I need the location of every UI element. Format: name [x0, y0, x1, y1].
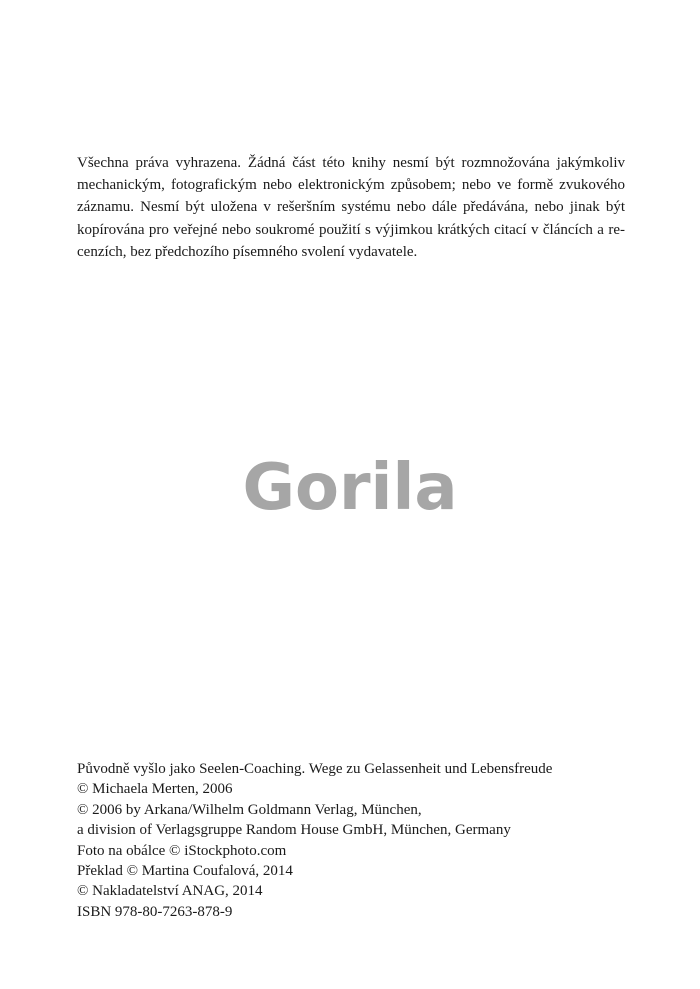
rights-line: mechanickým, fotografickým nebo elektronickým způsobem; nebo ve formě zvukového: [77, 177, 625, 194]
rights-line: záznamu. Nesmí být uložena v rešeršním systému nebo dále předávána, nebo jinak být: [77, 199, 625, 216]
imprint-copyright-anag: © Nakladatelství ANAG, 2014: [77, 883, 263, 900]
rights-line: Všechna práva vyhrazena. Žádná část této knihy nesmí být rozmnožována jakýmkoliv: [77, 155, 625, 171]
rights-line: cenzích, bez předchozího písemného svolení vydavatele.: [77, 243, 418, 260]
imprint-isbn: ISBN 978-80-7263-878-9: [77, 903, 233, 920]
imprint-original-title: Původně vyšlo jako Seelen-Coaching. Wege zu Gelassenheit und Lebensfreude: [77, 761, 553, 777]
gorila-watermark: Gorila: [242, 451, 458, 525]
rights-line: kopírována pro veřejné nebo soukromé použití s výjimkou krátkých citací v článcích a re-: [77, 221, 625, 238]
rights-notice: [77, 152, 625, 263]
imprint-publisher-division: a division of Verlagsgruppe Random House GmbH, München, Germany: [77, 822, 511, 839]
imprint-translation: Překlad © Martina Coufalová, 2014: [77, 863, 293, 880]
imprint-block: [77, 759, 625, 922]
imprint-copyright-publisher: © 2006 by Arkana/Wilhelm Goldmann Verlag, München,: [77, 801, 422, 818]
imprint-copyright-author: © Michaela Merten, 2006: [77, 781, 233, 798]
imprint-cover-photo: Foto na obálce © iStockphoto.com: [77, 842, 287, 859]
